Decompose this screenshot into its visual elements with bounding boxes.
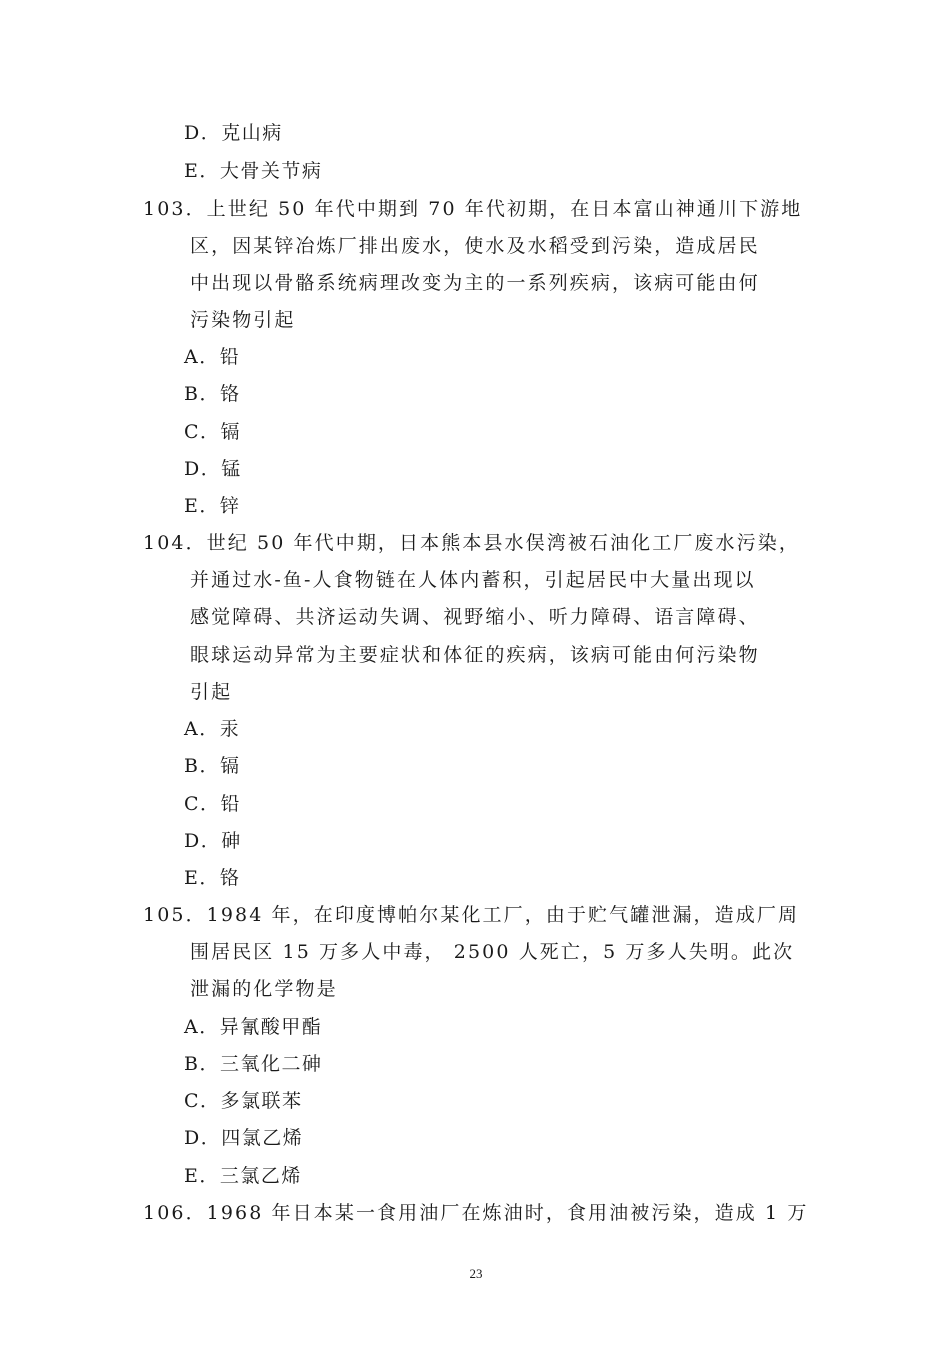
option-line: C．铅 [184,793,242,815]
option-line: D．克山病 [184,122,283,144]
option-line: A．异氰酸甲酯 [184,1016,323,1038]
option-line: A．汞 [184,718,241,740]
question-105-stem-cont: 围居民区 15 万多人中毒， 2500 人死亡，5 万多人失明。此次 [190,941,795,963]
question-104-stem-cont: 并通过水-鱼-人食物链在人体内蓄积，引起居民中大量出现以 [190,569,756,591]
option-line: D．四氯乙烯 [184,1127,304,1149]
question-104-stem: 104．世纪 50 年代中期，日本熊本县水俣湾被石油化工厂废水污染， [143,532,800,554]
option-line: A．铅 [184,346,241,368]
option-line: C．镉 [184,421,242,443]
option-line: B．铬 [184,383,241,405]
question-103-stem-cont: 污染物引起 [190,309,296,331]
option-line: E．锌 [184,495,241,517]
page-number: 23 [469,1266,483,1281]
option-line: C．多氯联苯 [184,1090,303,1112]
option-line: B．镉 [184,755,241,777]
option-line: D．砷 [184,830,242,852]
question-104-stem-cont: 眼球运动异常为主要症状和体征的疾病，该病可能由何污染物 [190,644,760,666]
question-103-stem-cont: 中出现以骨骼系统病理改变为主的一系列疾病，该病可能由何 [190,272,760,294]
question-104-stem-cont: 感觉障碍、共济运动失调、视野缩小、听力障碍、语言障碍、 [190,606,760,628]
option-line: E．三氯乙烯 [184,1165,302,1187]
question-105-stem-cont: 泄漏的化学物是 [190,978,338,1000]
question-106-stem: 106．1968 年日本某一食用油厂在炼油时，食用油被污染，造成 1 万 [143,1202,809,1224]
option-line: E．铬 [184,867,241,889]
question-104-stem-cont: 引起 [190,681,233,703]
option-line: D．锰 [184,458,242,480]
question-105-stem: 105．1984 年，在印度博帕尔某化工厂，由于贮气罐泄漏，造成厂周 [143,904,800,926]
option-line: B．三氧化二砷 [184,1053,323,1075]
question-103-stem-cont: 区，因某锌冶炼厂排出废水，使水及水稻受到污染，造成居民 [190,235,760,257]
option-line: E．大骨关节病 [184,160,323,182]
question-103-stem: 103．上世纪 50 年代中期到 70 年代初期，在日本富山神通川下游地 [143,198,803,220]
